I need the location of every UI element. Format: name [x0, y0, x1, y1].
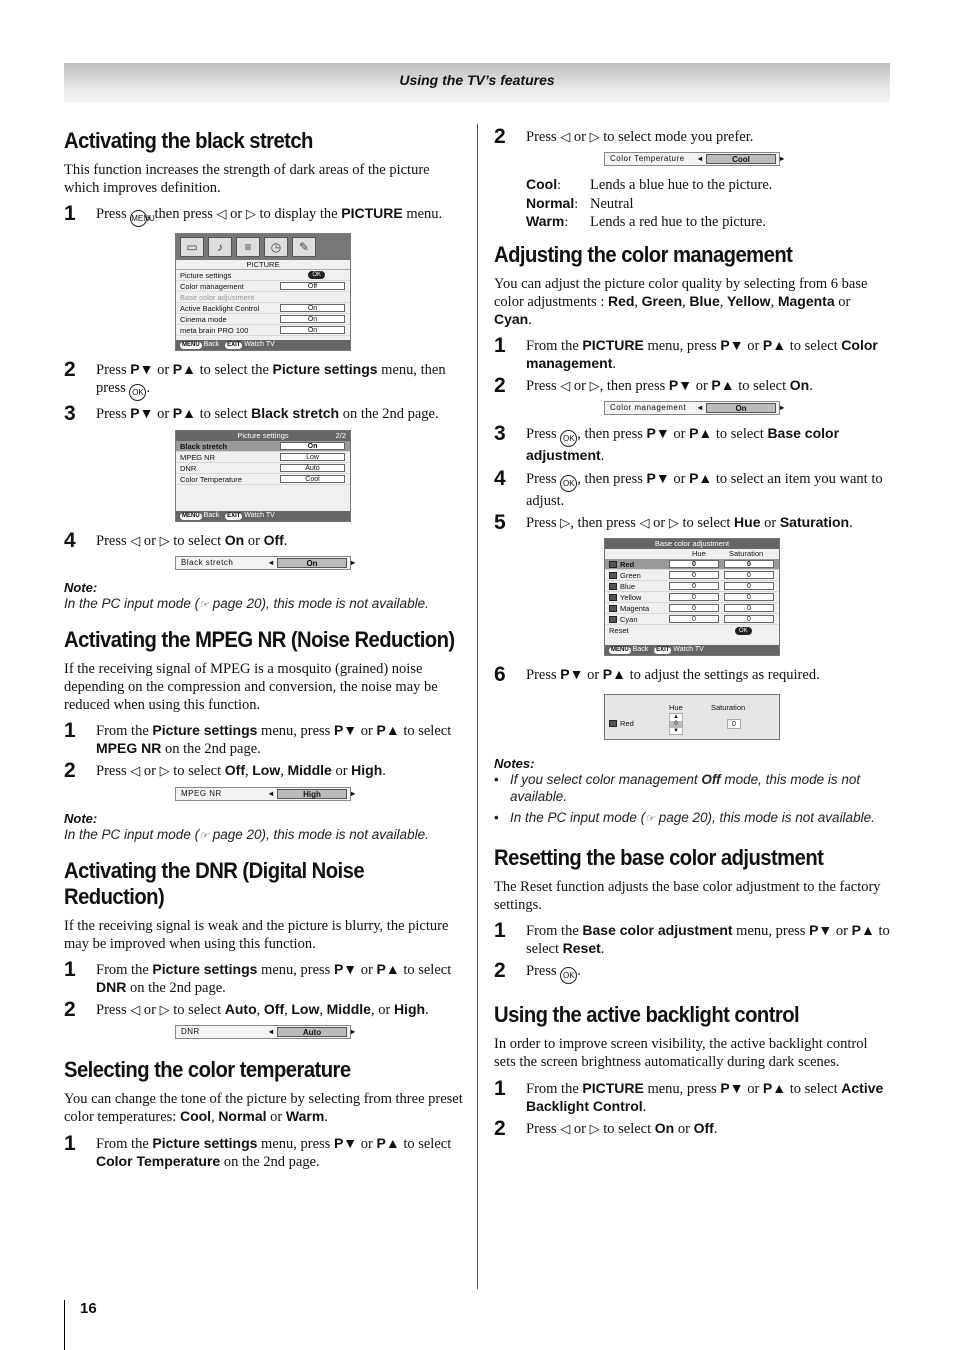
- menu-row-label: Picture settings: [180, 271, 232, 281]
- wrench-icon: ✎: [292, 237, 316, 257]
- definition-term: [526, 195, 590, 214]
- temp-intro: You can change the tone of the picture by selecting from three preset color temperatures: Cool, Normal or Warm.: [64, 1091, 463, 1126]
- ok-button-icon: OK: [129, 384, 146, 401]
- dnr-intro: If the receiving signal is weak and the picture is blurry, the picture may be improved when using this function.: [64, 917, 449, 952]
- page-header: [64, 63, 890, 103]
- mpeg-note-heading: Note:: [64, 810, 98, 826]
- mpeg-intro: If the receiving signal of MPEG is a mosquito (grained) noise depending on the compression and conversion, the noise may be reduced when using this function.: [64, 660, 438, 713]
- temperature-definitions: [526, 176, 890, 232]
- adj-hue-value: ▲ 0 ▼: [669, 713, 683, 735]
- left-key-icon: ◁: [560, 129, 571, 144]
- cm-intro: You can adjust the picture color quality by selecting from 6 base color adjustments : Red, Green, Blue, Yellow, Magenta or Cyan.: [494, 275, 868, 328]
- cm-step-6: 6 Press P▼ or P▲ to adjust the settings as required.: [494, 662, 820, 686]
- bca-sat-value: 0: [724, 582, 774, 590]
- bca-row: [605, 592, 779, 603]
- cm-step-3: 3 Press OK , then press P▼ or P▲ to select Base color adjustment.: [494, 422, 840, 465]
- menu-row-value: On: [280, 326, 345, 334]
- bca-row: [605, 603, 779, 614]
- bca-sat-value: 0: [724, 560, 774, 568]
- dnr-bar: DNR ◂ Auto ▸: [175, 1025, 351, 1039]
- bs-note-heading: Note:: [64, 579, 98, 595]
- page-reference-icon: ☞: [645, 812, 655, 825]
- heading-reset: Resetting the base color adjustment: [494, 844, 824, 870]
- menu-row-label: meta brain PRO 100: [180, 326, 249, 336]
- color-swatch-icon: [609, 561, 617, 568]
- bca-sat-value: 0: [724, 604, 774, 612]
- bca-hue-value: 0: [669, 582, 719, 590]
- heading-active-backlight: Using the active backlight control: [494, 1002, 800, 1028]
- abl-step-1: 1 From the PICTURE menu, press P▼ or P▲ to select Active Backlight Control.: [494, 1076, 884, 1115]
- left-key-icon: ◁: [130, 1002, 141, 1018]
- color-swatch-icon: [609, 572, 617, 579]
- ps-menu-rows: [176, 441, 350, 485]
- menu-row-label: Cinema mode: [180, 315, 227, 325]
- temp-step-2: 2 Press ◁ or ▷ to select mode you prefer.: [494, 125, 754, 148]
- bca-row-label: Cyan: [620, 614, 638, 624]
- dnr-step-1: 1 From the Picture settings menu, press P▼ or P▲ to select DNR on the 2nd page.: [64, 957, 452, 996]
- page-reference-icon: ☞: [199, 829, 209, 842]
- bca-row-label: Green: [620, 570, 641, 580]
- right-column: [494, 125, 890, 1142]
- ps-row-value: Auto: [280, 464, 345, 472]
- bca-row-label: Magenta: [620, 603, 650, 613]
- cm-step-4: 4 Press OK , then press P▼ or P▲ to select an item you want to adjust.: [494, 466, 883, 509]
- picture-menu-title: PICTURE: [176, 260, 350, 270]
- heading-black-stretch: Activating the black stretch: [64, 128, 313, 153]
- ps-row-value: Low: [280, 453, 345, 461]
- timer-icon: ◷: [264, 237, 288, 257]
- definition-term-text: Normal: [526, 194, 575, 211]
- cm-step-5: 5 Press ▷, then press ◁ or ▷ to select Hue or Saturation.: [494, 510, 853, 534]
- abl-step-2: 2 Press ◁ or ▷ to select On or Off.: [494, 1116, 718, 1140]
- bs-step-4: 4 Press ◁ or ▷ to select On or Off.: [64, 528, 288, 552]
- bca-sat-value: 0: [724, 571, 774, 579]
- color-temperature-bar: Color Temperature ◂ Cool ▸: [604, 152, 780, 166]
- menu-row: [176, 314, 350, 325]
- menu-row-label: Color management: [180, 282, 244, 292]
- reset-intro: The Reset function adjusts the base color adjustment to the factory settings.: [494, 878, 881, 913]
- ps-row-label: Color Temperature: [180, 474, 242, 484]
- color-management-bar: Color management ◂ On ▸: [604, 401, 780, 415]
- ps-row-value: Cool: [280, 475, 345, 483]
- mpeg-step-2: 2 Press ◁ or ▷ to select Off, Low, Middle or High.: [64, 759, 386, 783]
- right-key-icon: ▷: [159, 763, 170, 779]
- temp-step-1: 1 From the Picture settings menu, press P▼ or P▲ to select Color Temperature on the 2nd page.: [64, 1131, 452, 1170]
- ps-row-value: On: [280, 442, 345, 450]
- bca-hue-value: 0: [669, 615, 719, 623]
- right-key-icon: ▷: [159, 532, 170, 548]
- heading-color-temperature: Selecting the color temperature: [64, 1057, 351, 1083]
- menu-button-icon: MENU: [130, 210, 147, 227]
- sound-icon: ♪: [208, 237, 232, 257]
- bca-menu-rows: [605, 559, 779, 625]
- ok-button-icon: OK: [560, 475, 577, 492]
- adj-hue-label: Hue: [669, 702, 683, 712]
- definition-term-text: Cool: [526, 176, 558, 193]
- ps-menu-row: [176, 474, 350, 485]
- picture-menu-screen: [175, 233, 351, 351]
- bca-menu-footer: MENU Back EXIT Watch TV: [605, 645, 779, 655]
- bca-reset-row: Reset OK: [605, 625, 779, 636]
- ps-menu-row: [176, 441, 350, 452]
- definition-row: [526, 213, 890, 232]
- menu-row: [176, 325, 350, 336]
- bca-row-label: Blue: [620, 581, 636, 591]
- definition-desc: Neutral: [590, 195, 634, 212]
- ps-row-label: DNR: [180, 463, 197, 473]
- dnr-step-2: 2 Press ◁ or ▷ to select Auto, Off, Low, Middle, or High.: [64, 998, 429, 1022]
- menu-row: [176, 303, 350, 314]
- heading-mpeg-nr: Activating the MPEG NR (Noise Reduction): [64, 626, 455, 652]
- heading-dnr: Activating the DNR (Digital Noise Reduction): [64, 857, 365, 909]
- header-title: Using the TV’s features: [399, 72, 555, 88]
- footer-rule: [64, 1300, 65, 1350]
- cm-step-1: 1 From the PICTURE menu, press P▼ or P▲ to select Color management.: [494, 334, 878, 373]
- hue-saturation-adjust-screen: [604, 694, 780, 740]
- menu-footer: MENU Back EXIT Watch TV: [176, 340, 350, 350]
- adj-sat-label: Saturation: [711, 702, 746, 712]
- setup-icon: ≡: [236, 237, 260, 257]
- bca-sat-value: 0: [724, 615, 774, 623]
- left-key-icon: ◁: [560, 378, 571, 394]
- bca-hue-value: 0: [669, 560, 719, 568]
- ok-button-icon: OK: [560, 430, 577, 447]
- reset-step-2: 2 Press OK .: [494, 959, 581, 983]
- right-key-icon: ▷: [245, 206, 256, 222]
- left-key-icon: ◁: [639, 514, 650, 530]
- definition-desc: Lends a red hue to the picture.: [590, 214, 766, 231]
- base-color-adjustment-screen: [604, 538, 780, 656]
- color-swatch-icon: [609, 616, 617, 623]
- menu-row-label: Active Backlight Control: [180, 304, 260, 314]
- mpeg-nr-bar: MPEG NR ◂ High ▸: [175, 787, 351, 801]
- menu-row-ok: OK: [308, 271, 325, 279]
- ok-button-icon: OK: [560, 967, 577, 984]
- mpeg-step-1: 1 From the Picture settings menu, press P▼ or P▲ to select MPEG NR on the 2nd page.: [64, 719, 452, 758]
- left-key-icon: ◁: [560, 1120, 571, 1136]
- definition-row: [526, 195, 890, 214]
- color-swatch-icon: [609, 583, 617, 590]
- right-key-icon: ▷: [159, 1002, 170, 1018]
- right-key-icon: ▷: [560, 514, 571, 530]
- color-swatch-icon: [609, 594, 617, 601]
- bca-row: [605, 614, 779, 625]
- column-divider: [477, 124, 478, 1289]
- right-key-icon: ▷: [589, 1120, 600, 1136]
- ps-menu-row: [176, 463, 350, 474]
- bca-hue-value: 0: [669, 604, 719, 612]
- bca-row: [605, 581, 779, 592]
- menu-row-value: Off: [280, 282, 345, 290]
- bs-step-1: 1 Press MENU, then press ◁ or ▷ to display the PICTURE menu.: [64, 202, 443, 226]
- cm-notes-heading: Notes:: [494, 755, 535, 771]
- definition-sep: :: [574, 196, 579, 212]
- bs-note: In the PC input mode (☞ page 20), this mode is not available.: [64, 595, 429, 611]
- mpeg-note: In the PC input mode (☞ page 20), this mode is not available.: [64, 826, 429, 842]
- bs-step-3: 3 Press P▼ or P▲ to select Black stretch on the 2nd page.: [64, 402, 439, 426]
- bca-hue-value: 0: [669, 571, 719, 579]
- bca-row: [605, 559, 779, 570]
- definition-term-text: Warm: [526, 213, 565, 230]
- right-key-icon: ▷: [668, 514, 679, 530]
- cm-step-2: 2 Press ◁ or ▷, then press P▼ or P▲ to select On.: [494, 374, 813, 398]
- bca-hue-value: 0: [669, 593, 719, 601]
- page-reference-icon: ☞: [199, 598, 209, 611]
- ps-row-label: Black stretch: [180, 441, 228, 451]
- ps-menu-row: [176, 452, 350, 463]
- cm-note-2: • In the PC input mode (☞ page 20), this mode is not available.: [494, 810, 890, 827]
- left-key-icon: ◁: [216, 206, 227, 222]
- adj-row-label: Red: [609, 719, 634, 728]
- reset-step-1: 1 From the Base color adjustment menu, press P▼ or P▲ to select Reset.: [494, 919, 890, 958]
- bca-menu-title: Base color adjustment: [605, 539, 779, 549]
- definition-sep: :: [557, 178, 561, 194]
- heading-color-management: Adjusting the color management: [494, 241, 793, 267]
- bca-row: [605, 570, 779, 581]
- bca-col-headers: Hue Saturation: [692, 548, 764, 558]
- picture-menu-rows: [176, 270, 350, 336]
- menu-icon-strip: [176, 234, 350, 260]
- left-key-icon: ◁: [130, 532, 141, 548]
- definition-term: [526, 213, 590, 232]
- menu-row: [176, 281, 350, 292]
- black-stretch-intro: This function increases the strength of dark areas of the picture which improves definition.: [64, 162, 430, 197]
- ps-row-label: MPEG NR: [180, 452, 216, 462]
- ps-menu-footer: MENU Back EXIT Watch TV: [176, 511, 350, 521]
- definition-row: [526, 176, 890, 195]
- picture-icon: ▭: [180, 237, 204, 257]
- cm-note-1: • If you select color management Off mode, this mode is not available.: [494, 772, 890, 806]
- right-key-icon: ▷: [589, 378, 600, 394]
- definition-sep: :: [564, 215, 569, 231]
- menu-row: [176, 292, 350, 303]
- picture-settings-menu-screen: [175, 430, 351, 522]
- bca-row-label: Yellow: [620, 592, 642, 602]
- menu-row-value: On: [280, 315, 345, 323]
- right-key-icon: ▷: [589, 129, 600, 144]
- definition-term: [526, 176, 590, 195]
- page-number: 16: [80, 1300, 97, 1317]
- abl-intro: In order to improve screen visibility, the active backlight control sets the screen brightness automatically during dark scenes.: [494, 1036, 868, 1071]
- black-stretch-bar: Black stretch ◂ On ▸: [175, 556, 351, 570]
- bca-row-label: Red: [620, 559, 635, 569]
- definition-desc: Lends a blue hue to the picture.: [590, 177, 773, 194]
- left-key-icon: ◁: [130, 763, 141, 779]
- adj-sat-value: 0: [727, 719, 741, 729]
- menu-row-value: On: [280, 304, 345, 312]
- ps-menu-title: Picture settings 2/2: [176, 431, 350, 441]
- left-column: [64, 128, 464, 1175]
- menu-row: [176, 270, 350, 281]
- menu-row-label: Base color adjustment: [180, 293, 255, 303]
- bca-sat-value: 0: [724, 593, 774, 601]
- bs-step-2: 2 Press P▼ or P▲ to select the Picture settings menu, then press OK .: [64, 361, 464, 401]
- color-swatch-icon: [609, 605, 617, 612]
